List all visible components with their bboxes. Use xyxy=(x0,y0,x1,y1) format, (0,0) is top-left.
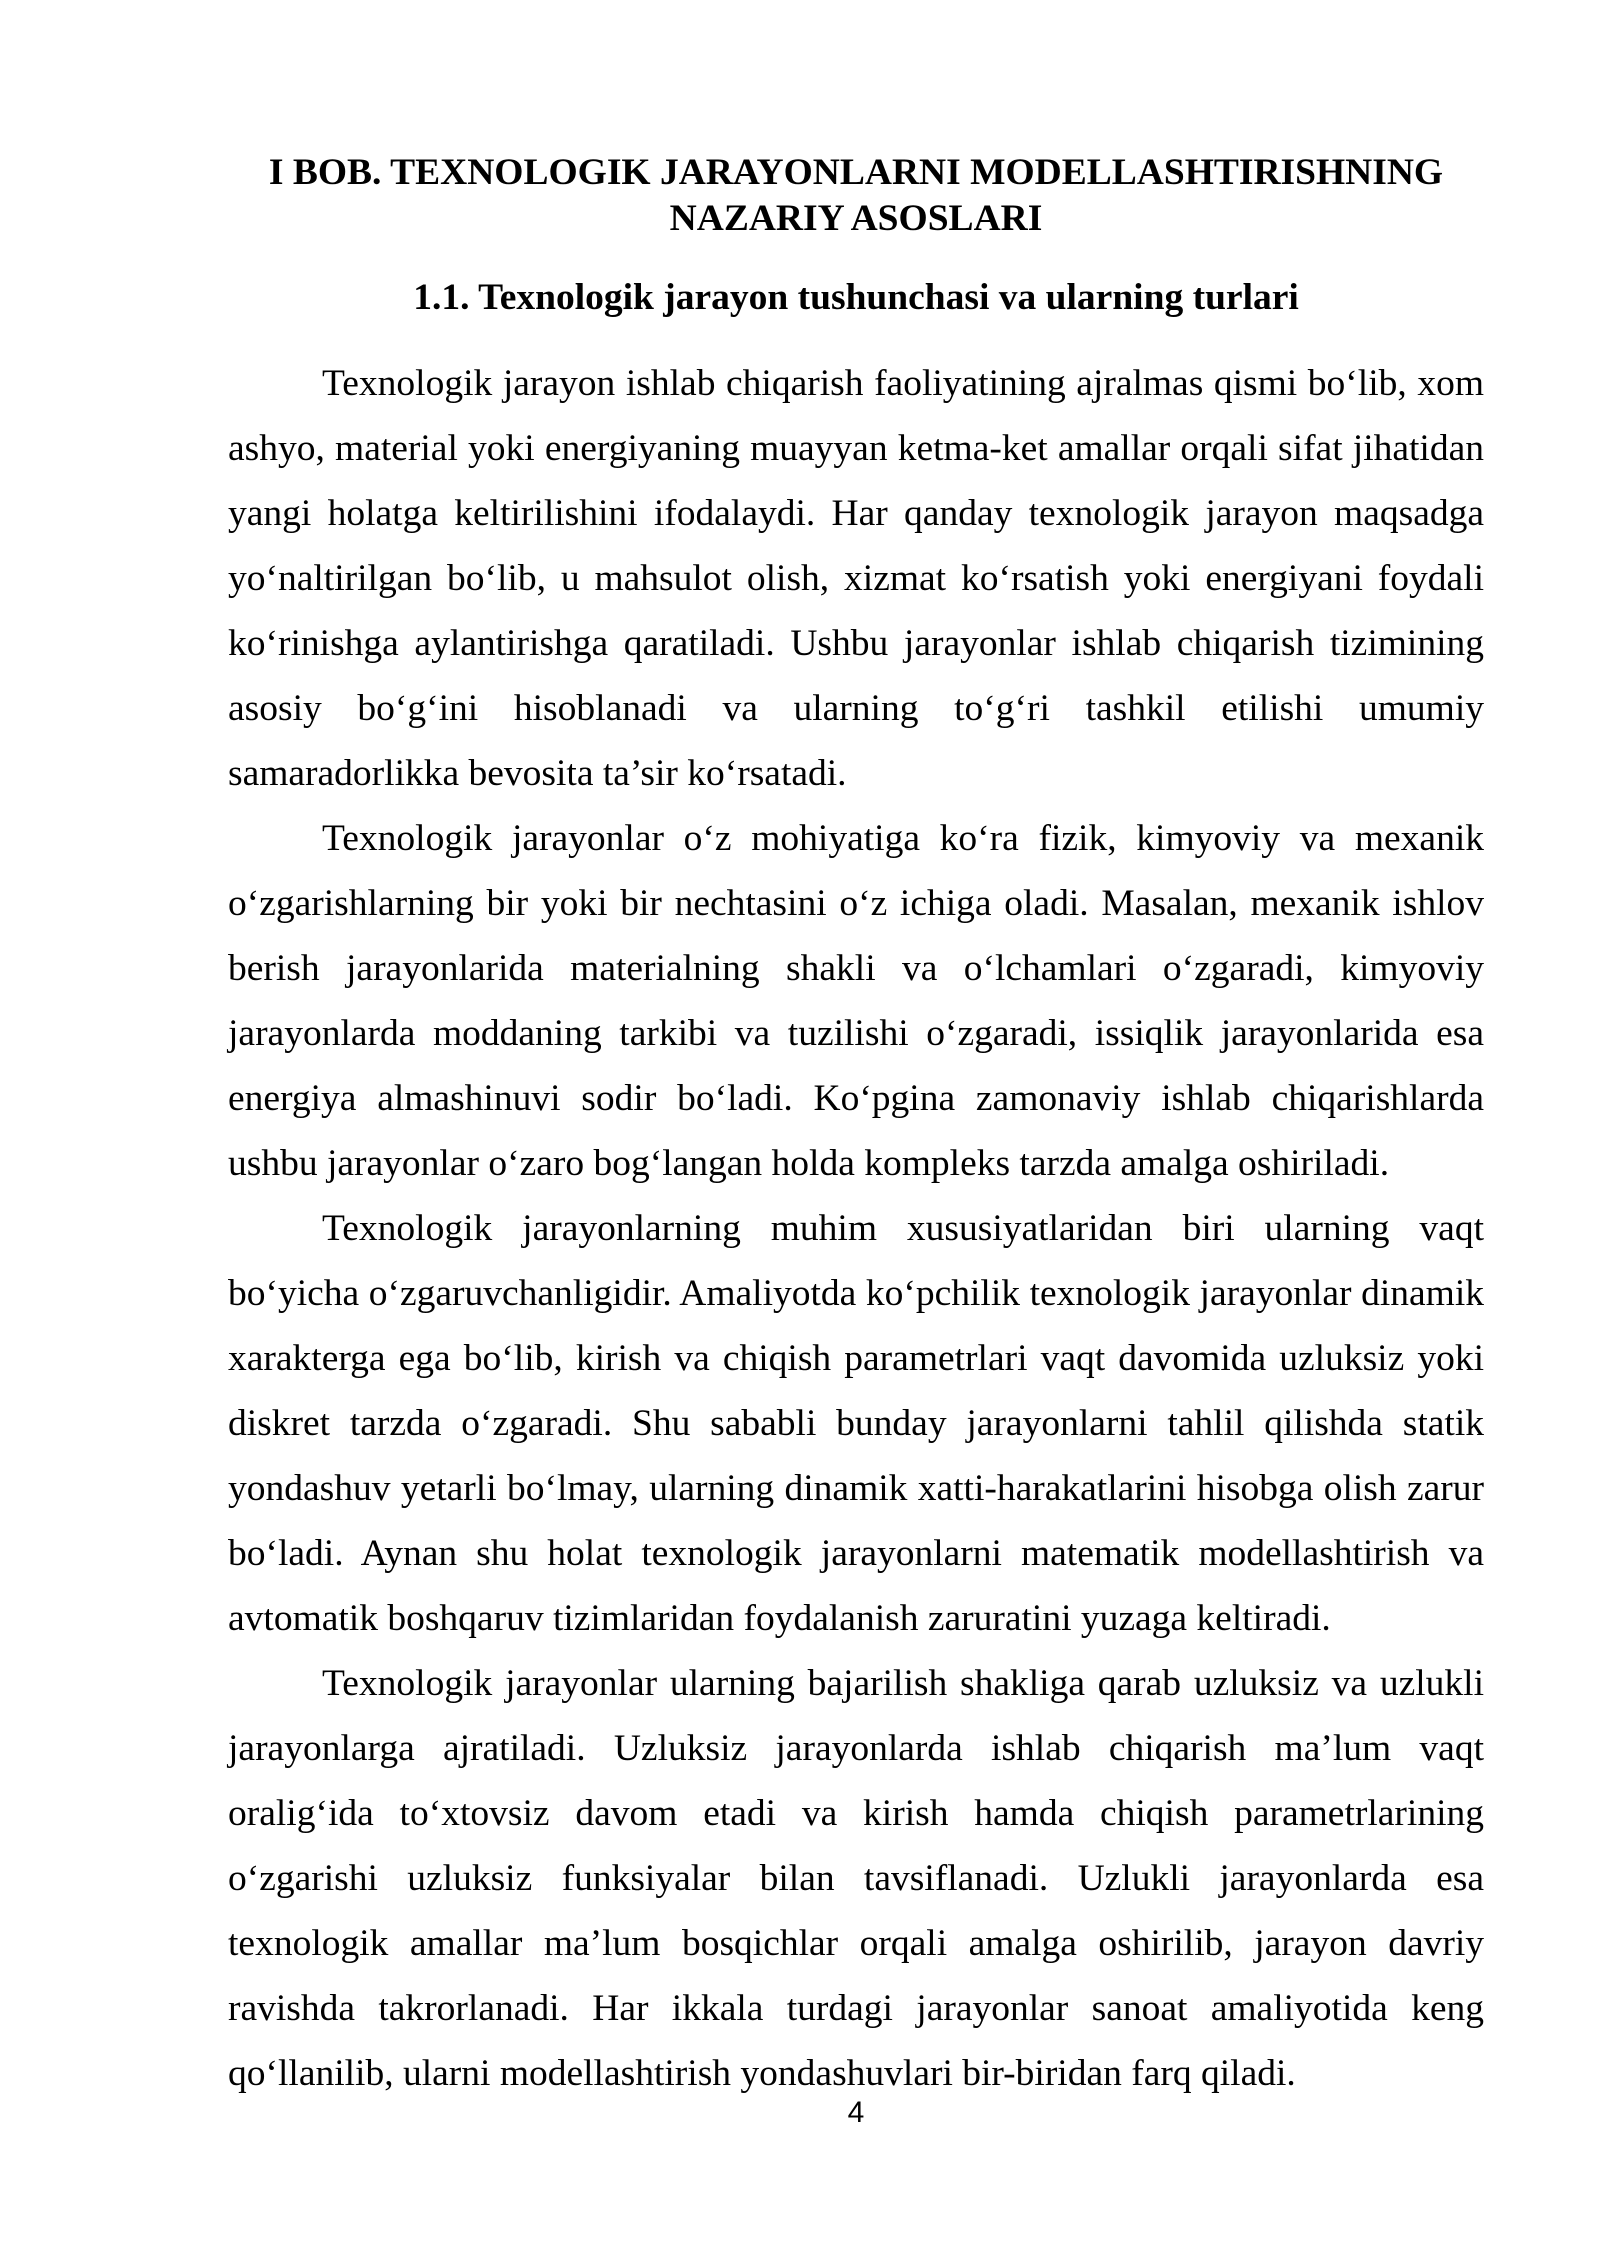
paragraph-line: xarakterga ega bo‘lib, kirish va chiqish parametrlari vaqt davomida uzluksiz yoki xyxy=(228,1338,1484,1379)
paragraph-line: yondashuv yetarli bo‘lmay, ularning dinamik xatti-harakatlarini hisobga olish zarur xyxy=(228,1468,1484,1509)
body-paragraph xyxy=(228,1196,1484,1651)
paragraph-line: texnologik amallar ma’lum bosqichlar orqali amalga oshirilib, jarayon davriy xyxy=(228,1923,1484,1964)
paragraph-line: bo‘ladi. Aynan shu holat texnologik jarayonlarni matematik modellashtirish va xyxy=(228,1533,1484,1574)
chapter-heading-line-2: NAZARIY ASOSLARI xyxy=(669,198,1043,239)
body-paragraph xyxy=(228,351,1484,806)
paragraph-line: jarayonlarda moddaning tarkibi va tuzilishi o‘zgaradi, issiqlik jarayonlarida esa xyxy=(228,1013,1484,1054)
paragraph-line: diskret tarzda o‘zgaradi. Shu sababli bunday jarayonlarni tahlil qilishda statik xyxy=(228,1403,1484,1444)
paragraph-line: ravishda takrorlanadi. Har ikkala turdagi jarayonlar sanoat amaliyotida keng xyxy=(228,1988,1484,2029)
paragraph-line: asosiy bo‘g‘ini hisoblanadi va ularning to‘g‘ri tashkil etilishi umumiy xyxy=(228,688,1484,729)
paragraph-line: ushbu jarayonlar o‘zaro bog‘langan holda kompleks tarzda amalga oshiriladi. xyxy=(228,1143,1390,1184)
paragraph-line: o‘zgarishi uzluksiz funksiyalar bilan tavsiflanadi. Uzlukli jarayonlarda esa xyxy=(228,1858,1484,1899)
paragraph-line: qo‘llanilib, ularni modellashtirish yondashuvlari bir-biridan farq qiladi. xyxy=(228,2053,1296,2094)
chapter-heading xyxy=(228,150,1484,242)
body-paragraph xyxy=(228,1651,1484,2106)
paragraph-line: samaradorlikka bevosita ta’sir ko‘rsatadi. xyxy=(228,753,847,794)
paragraph-line: Texnologik jarayonlar o‘z mohiyatiga ko‘ra fizik, kimyoviy va mexanik xyxy=(322,818,1484,859)
paragraph-line: yo‘naltirilgan bo‘lib, u mahsulot olish, xizmat ko‘rsatish yoki energiyani foydali xyxy=(228,558,1484,599)
paragraph-line: ashyo, material yoki energiyaning muayyan ketma-ket amallar orqali sifat jihatidan xyxy=(228,428,1484,469)
text-column xyxy=(228,0,1484,2106)
paragraph-line: oralig‘ida to‘xtovsiz davom etadi va kirish hamda chiqish parametrlarining xyxy=(228,1793,1484,1834)
paragraph-line: ko‘rinishga aylantirishga qaratiladi. Ushbu jarayonlar ishlab chiqarish tizimining xyxy=(228,623,1484,664)
body xyxy=(228,351,1484,2106)
paragraph-line: o‘zgarishlarning bir yoki bir nechtasini o‘z ichiga oladi. Masalan, mexanik ishlov xyxy=(228,883,1484,924)
body-paragraph xyxy=(228,806,1484,1196)
paragraph-line: bo‘yicha o‘zgaruvchanligidir. Amaliyotda ko‘pchilik texnologik jarayonlar dinamik xyxy=(228,1273,1484,1314)
paragraph-line: Texnologik jarayonlarning muhim xususiyatlaridan biri ularning vaqt xyxy=(322,1208,1484,1249)
paragraph-line: Texnologik jarayonlar ularning bajarilish shakliga qarab uzluksiz va uzlukli xyxy=(322,1663,1484,1704)
section-heading: 1.1. Texnologik jarayon tushunchasi va ularning turlari xyxy=(413,277,1299,318)
paragraph-line: Texnologik jarayon ishlab chiqarish faoliyatining ajralmas qismi bo‘lib, xom xyxy=(322,363,1484,404)
paragraph-line: energiya almashinuvi sodir bo‘ladi. Ko‘pgina zamonaviy ishlab chiqarishlarda xyxy=(228,1078,1484,1119)
paragraph-line: jarayonlarga ajratiladi. Uzluksiz jarayonlarda ishlab chiqarish ma’lum vaqt xyxy=(228,1728,1484,1769)
paragraph-line: berish jarayonlarida materialning shakli va o‘lchamlari o‘zgaradi, kimyoviy xyxy=(228,948,1484,989)
page-number: 4 xyxy=(847,2096,865,2129)
chapter-heading-line-1: I BOB. TEXNOLOGIK JARAYONLARNI MODELLASHTIRISHNING xyxy=(268,152,1444,193)
paragraph-line: avtomatik boshqaruv tizimlaridan foydalanish zaruratini yuzaga keltiradi. xyxy=(228,1598,1331,1639)
paragraph-line: yangi holatga keltirilishini ifodalaydi. Har qanday texnologik jarayon maqsadga xyxy=(228,493,1484,534)
